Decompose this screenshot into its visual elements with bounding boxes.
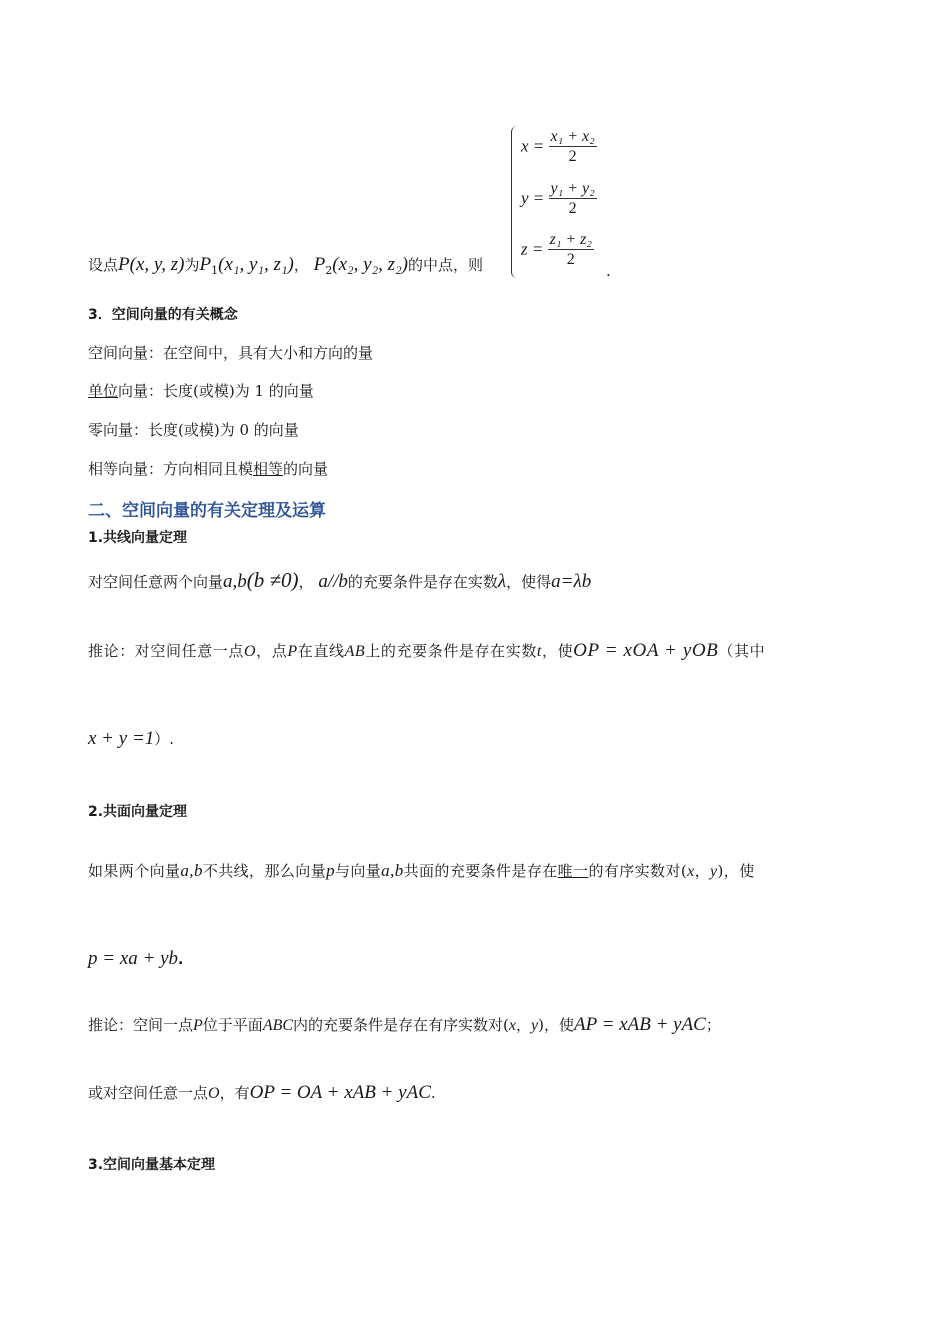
cor2-a: 推论：空间一点 xyxy=(88,1016,194,1034)
cor1-eq: OP = xOA + yOB xyxy=(573,640,719,661)
corollary1 xyxy=(88,640,765,662)
concept-equal-vector xyxy=(88,458,328,479)
eq-x-lhs: x = xyxy=(521,136,545,156)
t2-a: 如果两个向量 xyxy=(88,862,181,880)
cor2-y: y xyxy=(531,1017,539,1034)
t1-comma: ， xyxy=(298,573,314,591)
cor1-cond: x + y =1 xyxy=(88,728,155,749)
t2-ab2: a,b xyxy=(381,861,404,880)
cor1-c: 在直线 xyxy=(297,642,345,660)
t1-ab: a,b xyxy=(223,571,247,592)
part2-heading: 二、空间向量的有关定理及运算 xyxy=(88,501,326,521)
frac-z xyxy=(548,231,594,270)
cor2-semi: ； xyxy=(705,1016,721,1034)
theorem2-title: 2.共面向量定理 xyxy=(88,804,188,820)
cor1-d: 上的充要条件是存在实数 xyxy=(365,642,537,660)
cor1-g: ）. xyxy=(154,730,175,748)
t2-x: x xyxy=(687,863,695,880)
equation-y xyxy=(521,180,597,219)
t2-d: 共面的充要条件是存在 xyxy=(403,862,558,880)
cor2-eq: AP = xAB + yAC xyxy=(573,1014,706,1035)
t2-underline: 唯一 xyxy=(557,862,589,880)
concept-space-vector: 空间向量：在空间中，具有大小和方向的量 xyxy=(88,344,374,362)
cor2-b: 位于平面 xyxy=(202,1016,263,1034)
system-end-dot: . xyxy=(606,262,611,280)
corollary3 xyxy=(88,1082,436,1104)
theorem1-statement xyxy=(88,568,591,593)
cor1-P: P xyxy=(287,643,298,660)
t1-a: 对空间任意两个向量 xyxy=(88,573,224,591)
t2-c: 与向量 xyxy=(334,862,382,880)
equal-b: 的向量 xyxy=(283,460,329,478)
t2-b: 不共线，那么向量 xyxy=(202,862,327,880)
frac-x-den: 2 xyxy=(568,148,577,165)
cor1-f: （其中 xyxy=(718,642,766,660)
cor2-x: x xyxy=(508,1017,516,1034)
corollary1-condition xyxy=(88,728,174,750)
cor2-ABC: ABC xyxy=(262,1017,294,1034)
t1-b: 的充要条件是存在实数 xyxy=(347,573,498,591)
unit-underline: 单位 xyxy=(88,382,119,400)
equal-underline: 相等 xyxy=(253,460,284,478)
midpoint-suffix: 的中点，则 xyxy=(408,256,484,274)
cor1-t: t xyxy=(536,643,542,660)
point-P: P(x, y, z) xyxy=(118,254,185,275)
midpoint-prefix: 设点 xyxy=(88,256,119,274)
theorem3-title: 3.空间向量基本定理 xyxy=(88,1157,216,1173)
t1-cond: (b ≠0) xyxy=(246,568,299,592)
section3-title: 3．空间向量的有关概念 xyxy=(88,307,238,323)
theorem2-statement xyxy=(88,860,755,881)
concept-unit-vector xyxy=(88,380,314,401)
cor3-a: 或对空间任意一点 xyxy=(88,1084,209,1102)
theorem1-title: 1.共线向量定理 xyxy=(88,530,188,546)
t1-par: a//b xyxy=(318,571,348,592)
cor1-O: O xyxy=(244,643,257,660)
t2-e: 的有序实数对( xyxy=(588,862,688,880)
frac-x xyxy=(549,128,597,167)
cor3-b: ，有 xyxy=(219,1084,250,1102)
t2-p: p xyxy=(326,861,335,880)
point-P1: P xyxy=(199,254,212,275)
t2-eq: p = xa + yb xyxy=(88,948,179,969)
point-P1-sub: 1 xyxy=(211,264,219,277)
frac-z-num: z₁ + z₂ xyxy=(549,231,592,248)
concept-zero-vector: 零向量：长度(或模)为 0 的向量 xyxy=(88,421,299,439)
equation-x xyxy=(521,128,597,167)
cor2-c: 内的充要条件是存在有序实数对( xyxy=(293,1016,509,1034)
corollary2 xyxy=(88,1014,721,1036)
point-P2: P xyxy=(313,254,326,275)
frac-y-num: y₁ + y₂ xyxy=(550,180,595,197)
cor2-e: )，使 xyxy=(538,1016,574,1034)
cor2-P: P xyxy=(193,1017,203,1034)
t1-lambda: λ xyxy=(497,571,507,592)
eq-y-lhs: y = xyxy=(521,188,545,208)
cor2-d: ， xyxy=(516,1016,532,1034)
t1-eq: a=λb xyxy=(551,571,592,592)
frac-x-num: x₁ + x₂ xyxy=(550,128,595,145)
system-brace xyxy=(511,126,520,278)
point-P1-args: (x₁, y₁, z₁) xyxy=(218,254,294,275)
point-P2-args: (x₂, y₂, z₂) xyxy=(332,254,408,275)
equal-a: 相等向量：方向相同且模 xyxy=(88,460,254,478)
equation-z xyxy=(521,231,594,270)
t2-dot: . xyxy=(178,952,184,968)
unit-rest: 向量：长度(或模)为 1 的向量 xyxy=(118,382,314,400)
cor1-b: ，点 xyxy=(256,642,288,660)
cor3-dot: . xyxy=(430,1084,436,1102)
t2-y: y xyxy=(710,863,718,880)
midpoint-comma: ， xyxy=(293,256,309,274)
frac-y-den: 2 xyxy=(568,200,577,217)
point-P2-sub: 2 xyxy=(325,264,333,277)
cor1-a: 推论：对空间任意一点 xyxy=(88,642,245,660)
cor3-eq: OP = OA + xAB + yAC xyxy=(249,1082,431,1103)
frac-y xyxy=(549,180,597,219)
t2-ab: a,b xyxy=(180,861,203,880)
cor3-O: O xyxy=(208,1085,220,1102)
cor1-e: ，使 xyxy=(541,642,574,660)
frac-z-den: 2 xyxy=(566,251,575,268)
eq-z-lhs: z = xyxy=(521,239,544,259)
t2-f: ， xyxy=(694,862,711,880)
theorem2-equation xyxy=(88,948,183,970)
t2-g: )，使 xyxy=(717,862,755,880)
cor1-AB: AB xyxy=(344,643,366,660)
midpoint-sentence xyxy=(88,254,483,277)
t1-c: ，使得 xyxy=(506,573,552,591)
midpoint-wei: 为 xyxy=(184,256,200,274)
